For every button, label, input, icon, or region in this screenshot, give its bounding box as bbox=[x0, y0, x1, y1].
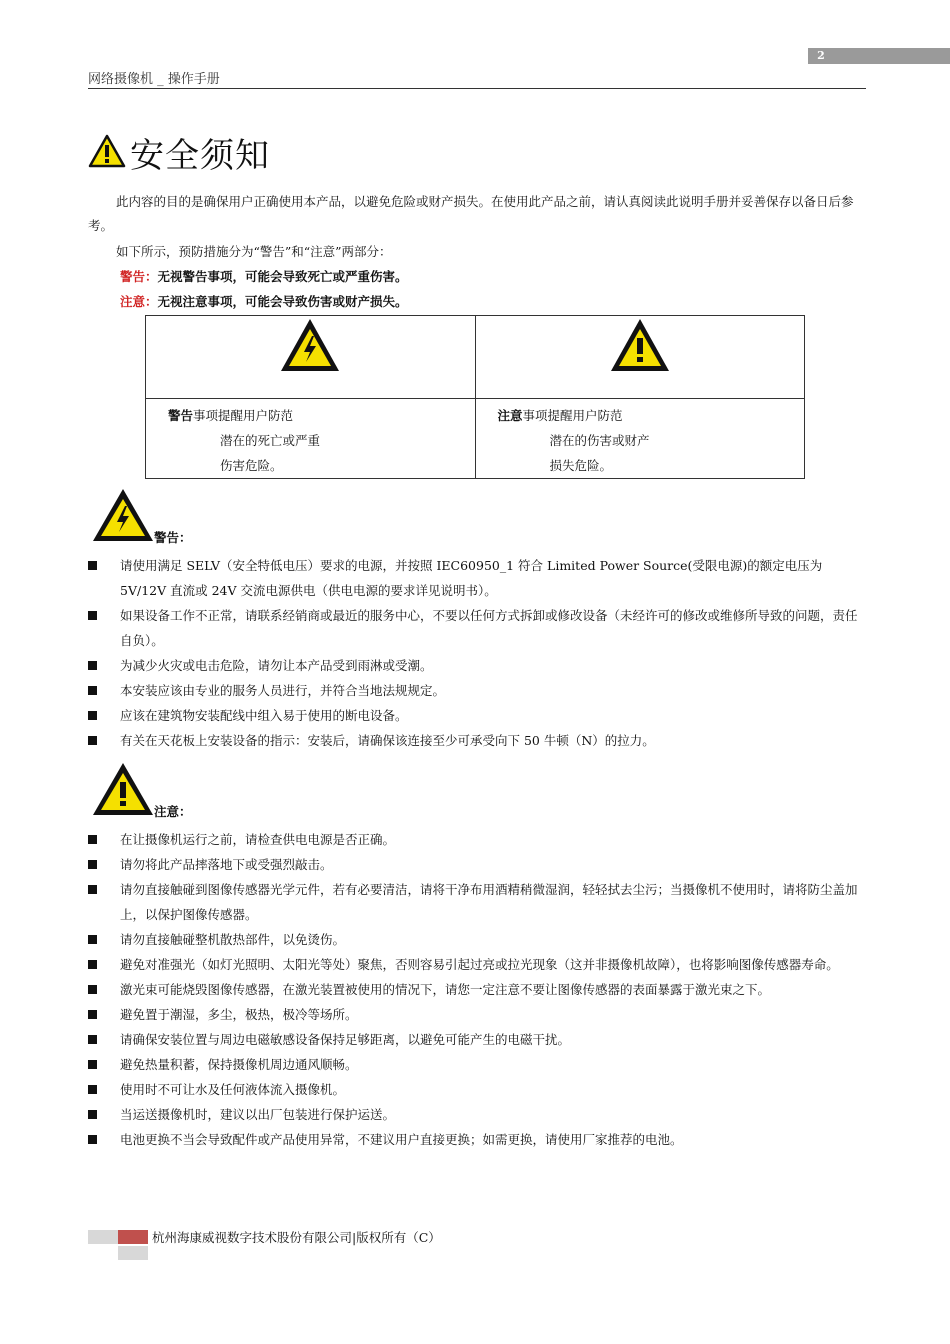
list-item: 为减少火灾或电击危险，请勿让本产品受到雨淋或受潮。 bbox=[88, 653, 866, 678]
electric-shock-icon bbox=[90, 486, 156, 548]
caution-icon bbox=[88, 134, 126, 172]
list-item: 避免热量积蓄，保持摄像机周边通风顺畅。 bbox=[88, 1052, 866, 1077]
electric-shock-icon bbox=[278, 359, 342, 378]
caution-symbol-cell bbox=[475, 316, 805, 399]
list-item: 在让摄像机运行之前，请检查供电电源是否正确。 bbox=[88, 827, 866, 852]
warning-desc-line1: 事项提醒用户防范 bbox=[193, 408, 294, 423]
warnings-label: 警告： bbox=[154, 530, 192, 545]
caution-desc-line3: 损失危险。 bbox=[549, 458, 613, 473]
footer-copyright: 杭州海康威视数字技术股份有限公司|版权所有（C） bbox=[152, 1230, 441, 1245]
section-title-text: 安全须知 bbox=[130, 136, 270, 176]
warning-bold-label: 警告 bbox=[168, 408, 194, 423]
warning-definition-text: 无视警告事项，可能会导致死亡或严重伤害。 bbox=[157, 269, 408, 284]
caution-key: 注意： bbox=[120, 294, 158, 309]
warning-key: 警告： bbox=[120, 269, 158, 284]
caution-definition-text: 无视注意事项，可能会导致伤害或财产损失。 bbox=[157, 294, 408, 309]
list-item: 请勿直接触碰整机散热部件，以免烫伤。 bbox=[88, 927, 866, 952]
list-item: 请使用满足 SELV（安全特低电压）要求的电源，并按照 IEC60950_1 符合 Limited Power Source(受限电源)的额定电压为 5V/12V 直流或 24V 交流电源供电（供电电源的要求详见说明书）。 bbox=[88, 553, 866, 603]
list-item: 如果设备工作不正常，请联系经销商或最近的服务中心，不要以任何方式拆卸或修改设备（未经许可的修改或维修所导致的问题，责任自负）。 bbox=[88, 603, 866, 653]
caution-desc-line1: 事项提醒用户防范 bbox=[522, 408, 623, 423]
footer-block bbox=[118, 1246, 148, 1260]
caution-definition bbox=[120, 292, 408, 310]
intro-paragraph: 此内容的目的是确保用户正确使用本产品，以避免危险或财产损失。在使用此产品之前，请认真阅读此说明手册并妥善保存以备日后参考。 bbox=[88, 194, 854, 233]
warning-description-cell bbox=[146, 399, 476, 479]
list-item: 激光束可能烧毁图像传感器，在激光装置被使用的情况下，请您一定注意不要让图像传感器的表面暴露于激光束之下。 bbox=[88, 977, 866, 1002]
warnings-subheading bbox=[90, 486, 192, 548]
running-header: 网络摄像机 _ 操作手册 bbox=[88, 72, 220, 87]
cautions-list bbox=[88, 827, 866, 1152]
warning-definition bbox=[120, 267, 408, 285]
list-item: 本安装应该由专业的服务人员进行，并符合当地法规规定。 bbox=[88, 678, 866, 703]
caution-description-cell bbox=[475, 399, 805, 479]
warning-symbol-cell bbox=[146, 316, 476, 399]
list-item: 避免置于潮湿，多尘，极热，极冷等场所。 bbox=[88, 1002, 866, 1027]
list-item: 请勿直接触碰到图像传感器光学元件，若有必要清洁，请将干净布用酒精稍微湿润，轻轻拭去尘污；当摄像机不使用时，请将防尘盖加上，以保护图像传感器。 bbox=[88, 877, 866, 927]
symbol-table bbox=[145, 315, 805, 479]
exclamation-icon bbox=[608, 359, 672, 378]
warning-desc-line3: 伤害危险。 bbox=[220, 458, 283, 473]
cautions-subheading bbox=[90, 760, 192, 822]
list-item: 使用时不可让水及任何液体流入摄像机。 bbox=[88, 1077, 866, 1102]
footer-block bbox=[88, 1230, 118, 1244]
list-item: 电池更换不当会导致配件或产品使用异常，不建议用户直接更换；如需更换，请使用厂家推荐的电池。 bbox=[88, 1127, 866, 1152]
page-number: 2 bbox=[817, 49, 825, 62]
cautions-label: 注意： bbox=[154, 804, 192, 819]
footer-accent-block bbox=[118, 1230, 148, 1244]
warning-desc-line2: 潜在的死亡或严重 bbox=[220, 433, 321, 448]
header-rule bbox=[88, 88, 866, 89]
list-item: 当运送摄像机时，建议以出厂包装进行保护运送。 bbox=[88, 1102, 866, 1127]
section-title bbox=[88, 128, 270, 177]
divide-paragraph: 如下所示，预防措施分为“警告”和“注意”两部分： bbox=[116, 244, 392, 259]
list-item: 请勿将此产品摔落地下或受强烈敲击。 bbox=[88, 852, 866, 877]
warnings-list bbox=[88, 553, 866, 753]
caution-bold-label: 注意 bbox=[497, 408, 523, 423]
caution-desc-line2: 潜在的伤害或财产 bbox=[549, 433, 650, 448]
list-item: 有关在天花板上安装设备的指示：安装后，请确保该连接至少可承受向下 50 牛顿（N）的拉力。 bbox=[88, 728, 866, 753]
list-item: 请确保安装位置与周边电磁敏感设备保持足够距离，以避免可能产生的电磁干扰。 bbox=[88, 1027, 866, 1052]
list-item: 避免对准强光（如灯光照明、太阳光等处）聚焦，否则容易引起过亮或拉光现象（这并非摄像机故障），也将影响图像传感器寿命。 bbox=[88, 952, 866, 977]
exclamation-icon bbox=[90, 760, 156, 822]
list-item: 应该在建筑物安装配线中组入易于使用的断电设备。 bbox=[88, 703, 866, 728]
